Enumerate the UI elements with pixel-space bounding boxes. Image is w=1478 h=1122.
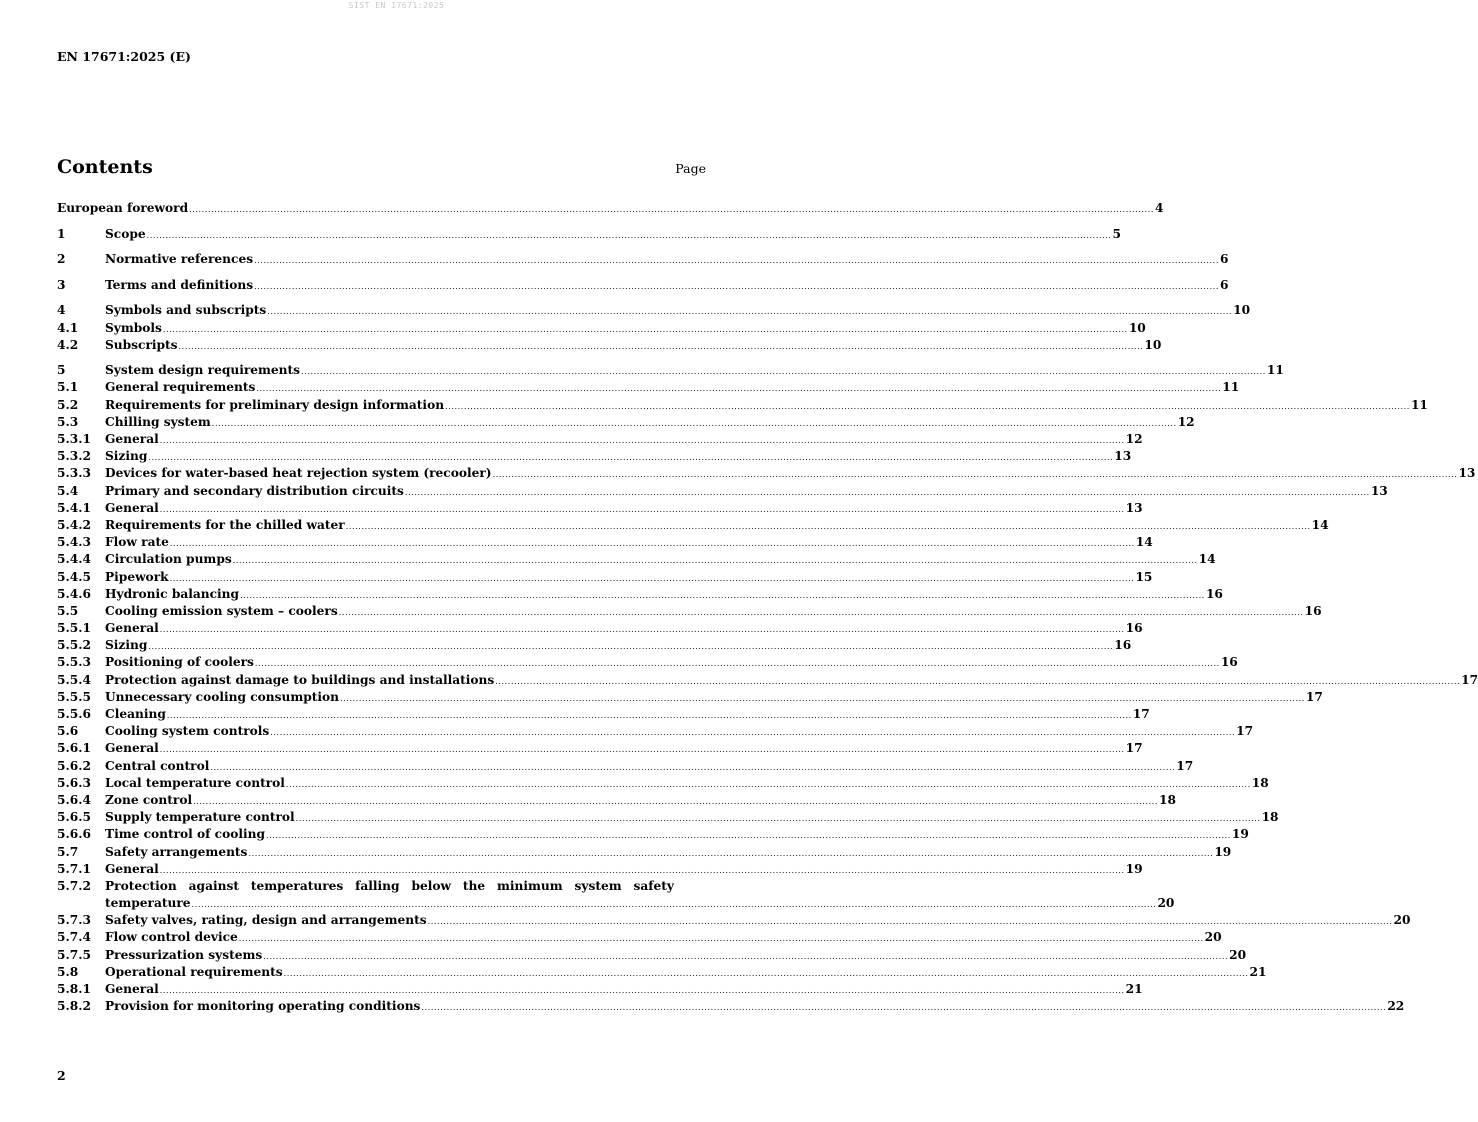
toc-entry-page: 13: [1458, 466, 1476, 481]
dot-leader: ...................................................................................................................................................................................................................................................................................................................: [254, 256, 1219, 266]
toc-entry-page: 18: [1251, 775, 1269, 790]
toc-entry[interactable]: [57, 362, 1284, 379]
toc-entry-number: 5.7: [57, 844, 79, 859]
dot-leader: ...................................................................................................................................................................................................................................................................................................................: [169, 539, 1135, 549]
toc-entry[interactable]: [57, 226, 1122, 243]
toc-entry[interactable]: [57, 483, 1388, 500]
toc-entry-number: 5.3.3: [57, 466, 91, 481]
toc-entry-line: [105, 912, 1411, 930]
toc-entry-line: [105, 723, 1254, 741]
toc-entry-number: 5.7.4: [57, 930, 91, 945]
dot-leader: ...................................................................................................................................................................................................................................................................................................................: [256, 384, 1222, 394]
toc-entry-number: 5.5.6: [57, 707, 91, 722]
dot-leader: ...................................................................................................................................................................................................................................................................................................................: [283, 968, 1249, 978]
toc-entry-line: [105, 844, 1232, 862]
toc-entry-page: 10: [1233, 303, 1251, 318]
toc-entry-title: Scope: [105, 226, 146, 241]
toc-entry[interactable]: [57, 551, 1216, 568]
toc-entry-number: 5: [57, 363, 66, 378]
dot-leader: ...................................................................................................................................................................................................................................................................................................................: [338, 607, 1304, 617]
toc-entry-number: 5.4.6: [57, 586, 91, 601]
toc-entry-line: [105, 878, 1175, 912]
dot-leader: ...................................................................................................................................................................................................................................................................................................................: [266, 831, 1231, 841]
toc-entry-title: Zone control: [105, 792, 193, 807]
dot-leader: ...................................................................................................................................................................................................................................................................................................................: [162, 324, 1128, 334]
dot-leader: ...................................................................................................................................................................................................................................................................................................................: [345, 521, 1311, 531]
toc-entry-line: [105, 706, 1150, 724]
toc-entry-line: [105, 809, 1279, 827]
toc-entry-line: [105, 500, 1143, 518]
toc-entry-title: Cleaning: [105, 707, 166, 722]
dot-leader: ...................................................................................................................................................................................................................................................................................................................: [421, 1003, 1387, 1013]
toc-entry-page: 4: [1154, 201, 1164, 215]
toc-entry[interactable]: [57, 302, 1251, 319]
toc-entry-page: 21: [1249, 964, 1267, 979]
toc-entry-title: Requirements for the chilled water: [105, 517, 345, 532]
toc-entry-title: Protection against damage to buildings and installations: [105, 672, 495, 687]
toc-entry-number: 5.5.3: [57, 655, 91, 670]
toc-entry[interactable]: [57, 431, 1143, 448]
toc-entry-number: 5.7.3: [57, 913, 91, 928]
toc-entry-title: Circulation pumps: [105, 552, 232, 567]
toc-entry-line: [105, 302, 1251, 320]
dot-leader: ...................................................................................................................................................................................................................................................................................................................: [267, 307, 1233, 317]
toc-entry-title: Pipework: [105, 569, 169, 584]
toc-entry[interactable]: [57, 758, 1194, 775]
toc-entry-title: Time control of cooling: [105, 827, 265, 842]
toc-entry-title: Operational requirements: [105, 964, 283, 979]
toc-entry[interactable]: [57, 448, 1132, 465]
toc-entry-page: 16: [1304, 603, 1322, 618]
toc-entry-number: 2: [57, 252, 66, 267]
toc-entry-page: 22: [1387, 999, 1405, 1014]
toc-entry-number: 5.5.4: [57, 672, 91, 687]
toc-entry-page: 14: [1135, 535, 1153, 550]
toc-entry[interactable]: [57, 792, 1176, 809]
toc-entry-number: 4: [57, 303, 66, 318]
toc-entry-page: 16: [1114, 638, 1132, 653]
contents-heading-row: [57, 156, 706, 178]
toc-entry-title: Protection against temperatures falling below the minimum system safety: [105, 878, 674, 893]
toc-entry-title: Symbols: [105, 320, 162, 335]
toc-entry[interactable]: [57, 706, 1150, 723]
toc-entry-title: Provision for monitoring operating conditions: [105, 999, 421, 1014]
toc-entry-number: 5.5.1: [57, 621, 91, 636]
toc-entry-page: 5: [1112, 226, 1122, 241]
toc-entry[interactable]: [57, 337, 1162, 354]
dot-leader: ...................................................................................................................................................................................................................................................................................................................: [159, 625, 1125, 635]
toc-entry-page: 10: [1144, 337, 1162, 352]
toc-entry-number: 5.8: [57, 964, 79, 979]
toc-entry-title: System design requirements: [105, 363, 301, 378]
toc-entry-title: General requirements: [105, 380, 256, 395]
toc-entry-line: [105, 414, 1195, 432]
toc-entry-line: [105, 320, 1146, 338]
toc-entry-line: [105, 483, 1388, 501]
toc-entry-line: [105, 929, 1222, 947]
toc-entry[interactable]: [57, 947, 1247, 964]
toc-entry-title: Primary and secondary distribution circuits: [105, 483, 404, 498]
toc-entry-number: 5.6.2: [57, 758, 91, 773]
toc-entry-title: Flow control device: [105, 930, 238, 945]
toc-entry-title: Supply temperature control: [105, 810, 295, 825]
toc-entry-line: [105, 551, 1216, 569]
toc-entry-line: [105, 337, 1162, 355]
dot-leader: ...................................................................................................................................................................................................................................................................................................................: [148, 453, 1114, 463]
toc-entry[interactable]: [57, 379, 1240, 396]
toc-entry-line: [105, 775, 1269, 793]
toc-entry-page: 12: [1177, 414, 1195, 429]
dot-leader: ...................................................................................................................................................................................................................................................................................................................: [159, 986, 1125, 996]
toc-entry-number: 5.2: [57, 397, 79, 412]
dot-leader: ...................................................................................................................................................................................................................................................................................................................: [159, 865, 1125, 875]
toc-entry-line: [105, 226, 1122, 244]
toc-entry-line: [105, 379, 1240, 397]
dot-leader: ...................................................................................................................................................................................................................................................................................................................: [427, 917, 1393, 927]
toc-entry[interactable]: [57, 998, 1405, 1015]
table-of-contents: [57, 200, 1478, 1015]
dot-leader: ...................................................................................................................................................................................................................................................................................................................: [178, 341, 1144, 351]
toc-entry[interactable]: [57, 637, 1132, 654]
toc-entry-title: Terms and definitions: [105, 277, 254, 292]
toc-entry-title: Sizing: [105, 638, 148, 653]
toc-entry-number: 5.6.4: [57, 792, 91, 807]
toc-entry-title: Sizing: [105, 449, 148, 464]
toc-entry-line: [105, 947, 1247, 965]
dot-leader: ...................................................................................................................................................................................................................................................................................................................: [445, 401, 1410, 411]
dot-leader: ...................................................................................................................................................................................................................................................................................................................: [340, 693, 1305, 703]
toc-entry-line: [105, 981, 1143, 999]
toc-entry-line: [105, 251, 1229, 269]
toc-entry-page: 21: [1125, 982, 1143, 997]
toc-entry[interactable]: [57, 689, 1323, 706]
toc-entry-title: Local temperature control: [105, 775, 285, 790]
toc-entry-line: [105, 603, 1322, 621]
toc-entry-page: 19: [1125, 861, 1143, 876]
toc-entry[interactable]: [57, 200, 1164, 217]
toc-entry-line: [105, 397, 1428, 415]
toc-entry-number: 5.5.5: [57, 689, 91, 704]
toc-entry-number: 5.5: [57, 603, 79, 618]
toc-entry[interactable]: [57, 740, 1143, 757]
toc-entry-line: [105, 672, 1478, 690]
toc-entry-page: 6: [1220, 277, 1229, 292]
page-column-label: Page: [675, 161, 706, 176]
dot-leader: ...................................................................................................................................................................................................................................................................................................................: [295, 814, 1261, 824]
dot-leader: ...................................................................................................................................................................................................................................................................................................................: [238, 934, 1204, 944]
toc-entry-page: 20: [1157, 896, 1175, 911]
toc-entry[interactable]: [57, 603, 1322, 620]
dot-leader: ...................................................................................................................................................................................................................................................................................................................: [263, 951, 1229, 961]
toc-entry[interactable]: [57, 654, 1238, 671]
toc-entry-line: [105, 964, 1267, 982]
toc-entry[interactable]: [57, 569, 1153, 586]
dot-leader: ...................................................................................................................................................................................................................................................................................................................: [159, 745, 1125, 755]
toc-entry-number: 3: [57, 277, 66, 292]
toc-entry-title: Safety valves, rating, design and arrangements: [105, 913, 427, 928]
toc-entry-number: 4.1: [57, 320, 79, 335]
toc-entry-line: [105, 465, 1476, 483]
toc-entry[interactable]: [57, 414, 1195, 431]
contents-title: Contents: [57, 156, 153, 178]
toc-entry-title: European foreword: [57, 201, 189, 215]
toc-entry-number: 5.8.1: [57, 982, 91, 997]
toc-entry-title: Chilling system: [105, 414, 211, 429]
toc-entry[interactable]: [57, 500, 1143, 517]
toc-entry-page: 20: [1204, 930, 1222, 945]
watermark: SIST EN 17671:2025: [348, 1, 445, 10]
toc-entry-number: 5.4.5: [57, 569, 91, 584]
toc-entry-page: 20: [1393, 913, 1411, 928]
toc-entry-title-continued: temperature: [105, 896, 191, 911]
toc-entry[interactable]: [57, 844, 1232, 861]
toc-entry-page: 17: [1305, 689, 1323, 704]
toc-entry-page: 14: [1198, 552, 1216, 567]
toc-entry-page: 16: [1205, 586, 1223, 601]
dot-leader: ...................................................................................................................................................................................................................................................................................................................: [148, 642, 1114, 652]
toc-entry[interactable]: [57, 929, 1222, 946]
toc-entry-page: 6: [1219, 252, 1229, 267]
dot-leader: ...................................................................................................................................................................................................................................................................................................................: [191, 900, 1157, 910]
toc-entry-page: 12: [1125, 432, 1143, 447]
toc-entry-page: 10: [1128, 320, 1146, 335]
toc-entry-page: 16: [1220, 655, 1238, 670]
toc-entry-title: Symbols and subscripts: [105, 303, 267, 318]
toc-entry-number: 5.3.1: [57, 432, 91, 447]
toc-entry-title: Central control: [105, 758, 210, 773]
toc-entry[interactable]: [57, 534, 1153, 551]
toc-entry-page: 11: [1266, 363, 1284, 378]
dot-leader: ...................................................................................................................................................................................................................................................................................................................: [254, 659, 1220, 669]
toc-entry-number: 5.7.1: [57, 861, 91, 876]
dot-leader: ...................................................................................................................................................................................................................................................................................................................: [193, 796, 1158, 806]
dot-leader: ...................................................................................................................................................................................................................................................................................................................: [248, 848, 1214, 858]
toc-entry[interactable]: [57, 826, 1249, 843]
toc-entry[interactable]: [57, 723, 1254, 740]
dot-leader: ...................................................................................................................................................................................................................................................................................................................: [240, 590, 1205, 600]
dot-leader: ...................................................................................................................................................................................................................................................................................................................: [159, 504, 1125, 514]
toc-entry-title: Cooling system controls: [105, 724, 270, 739]
toc-entry-page: 18: [1159, 792, 1176, 807]
dot-leader: ...................................................................................................................................................................................................................................................................................................................: [270, 728, 1236, 738]
toc-entry-continuation: [105, 895, 1175, 912]
dot-leader: ...................................................................................................................................................................................................................................................................................................................: [159, 436, 1125, 446]
toc-entry-page: 19: [1231, 827, 1249, 842]
toc-entry-number: 5.3.2: [57, 449, 91, 464]
toc-entry-page: 17: [1461, 672, 1478, 687]
toc-entry-line: [105, 689, 1323, 707]
toc-entry-number: 5.6.6: [57, 827, 91, 842]
toc-entry-title: Positioning of coolers: [105, 655, 254, 670]
dot-leader: ...................................................................................................................................................................................................................................................................................................................: [285, 779, 1251, 789]
toc-entry-page: 17: [1236, 724, 1254, 739]
dot-leader: ...................................................................................................................................................................................................................................................................................................................: [404, 487, 1370, 497]
toc-entry-page: 15: [1135, 569, 1153, 584]
toc-entry-title: General: [105, 741, 159, 756]
toc-entry-number: 5.4.4: [57, 552, 91, 567]
toc-entry-title: Hydronic balancing: [105, 586, 240, 601]
toc-entry-number: 5.6: [57, 724, 79, 739]
toc-entry[interactable]: [57, 672, 1478, 689]
toc-entry-page: 11: [1410, 397, 1428, 412]
toc-entry[interactable]: [57, 775, 1269, 792]
toc-entry-title: Devices for water-based heat rejection system (recooler): [105, 466, 492, 481]
toc-entry-line: [105, 637, 1132, 655]
toc-entry-number: 5.8.2: [57, 999, 91, 1014]
toc-entry-number: 5.6.3: [57, 775, 91, 790]
toc-entry-line: [105, 740, 1143, 758]
toc-entry-line: [105, 569, 1153, 587]
toc-entry-title: General: [105, 982, 159, 997]
toc-entry-line: [105, 534, 1153, 552]
page-number: 2: [57, 1068, 66, 1083]
toc-entry-title: General: [105, 861, 159, 876]
toc-entry-title: General: [105, 500, 159, 515]
toc-entry-number: 5.4.1: [57, 500, 91, 515]
toc-entry[interactable]: [57, 878, 1175, 912]
toc-entry-page: 17: [1125, 741, 1143, 756]
dot-leader: ...................................................................................................................................................................................................................................................................................................................: [232, 556, 1198, 566]
toc-entry-title: Normative references: [105, 252, 254, 267]
toc-entry-line: [105, 517, 1329, 535]
toc-entry-page: 13: [1114, 449, 1132, 464]
toc-entry-page: 11: [1222, 380, 1240, 395]
toc-entry[interactable]: [57, 912, 1411, 929]
toc-entry[interactable]: [57, 277, 1229, 294]
toc-entry-number: 5.4: [57, 483, 79, 498]
dot-leader: ...................................................................................................................................................................................................................................................................................................................: [211, 418, 1177, 428]
toc-entry-number: 5.7.2: [57, 878, 91, 893]
toc-entry-title: Pressurization systems: [105, 947, 263, 962]
toc-entry[interactable]: [57, 320, 1146, 337]
toc-entry-line: [57, 200, 1164, 218]
document-id-header: EN 17671:2025 (E): [57, 49, 191, 64]
toc-entry-title: Requirements for preliminary design information: [105, 397, 445, 412]
toc-entry-line: [105, 362, 1284, 380]
toc-entry[interactable]: [57, 465, 1476, 482]
toc-entry-page: 19: [1214, 844, 1232, 859]
toc-entry-line: [105, 277, 1229, 295]
dot-leader: ...................................................................................................................................................................................................................................................................................................................: [254, 281, 1219, 291]
toc-entry-title: General: [105, 621, 159, 636]
dot-leader: ...................................................................................................................................................................................................................................................................................................................: [210, 762, 1176, 772]
toc-entry-line: [105, 620, 1143, 638]
toc-entry-page: 18: [1261, 810, 1279, 825]
toc-entry-title: Unnecessary cooling consumption: [105, 689, 340, 704]
toc-entry-line: [105, 861, 1143, 879]
toc-entry-number: 5.4.2: [57, 517, 91, 532]
toc-entry-line: [105, 654, 1238, 672]
toc-entry-line: [105, 792, 1176, 810]
toc-entry-number: 5.7.5: [57, 947, 91, 962]
toc-entry-number: 5.4.3: [57, 535, 91, 550]
toc-entry[interactable]: [57, 861, 1143, 878]
toc-entry[interactable]: [57, 517, 1329, 534]
toc-entry[interactable]: [57, 397, 1428, 414]
toc-entry-title: Safety arrangements: [105, 844, 248, 859]
toc-entry-page: 14: [1311, 517, 1329, 532]
toc-entry-number: 1: [57, 226, 66, 241]
dot-leader: ...................................................................................................................................................................................................................................................................................................................: [189, 205, 1154, 214]
toc-entry-line: [105, 758, 1194, 776]
dot-leader: ...................................................................................................................................................................................................................................................................................................................: [146, 230, 1112, 240]
toc-entry-number: 5.5.2: [57, 638, 91, 653]
dot-leader: ...................................................................................................................................................................................................................................................................................................................: [492, 470, 1458, 480]
toc-entry-number: 5.1: [57, 380, 79, 395]
toc-entry-line: [105, 448, 1132, 466]
toc-entry-page: 20: [1229, 947, 1247, 962]
dot-leader: ...................................................................................................................................................................................................................................................................................................................: [495, 676, 1461, 686]
toc-entry-page: 13: [1370, 483, 1388, 498]
toc-entry-line: [105, 586, 1223, 604]
dot-leader: ...................................................................................................................................................................................................................................................................................................................: [169, 573, 1135, 583]
toc-entry-line: [105, 826, 1249, 844]
dot-leader: ...................................................................................................................................................................................................................................................................................................................: [166, 711, 1132, 721]
toc-entry-number: 5.3: [57, 414, 79, 429]
toc-entry-line: [105, 431, 1143, 449]
toc-entry-page: 17: [1176, 758, 1194, 773]
toc-entry[interactable]: [57, 620, 1143, 637]
toc-entry[interactable]: [57, 981, 1143, 998]
toc-entry-title: Subscripts: [105, 337, 178, 352]
toc-entry-page: 13: [1125, 500, 1143, 515]
toc-entry[interactable]: [57, 586, 1223, 603]
toc-entry[interactable]: [57, 964, 1267, 981]
toc-entry-title: General: [105, 432, 159, 447]
toc-entry-title: Cooling emission system – coolers: [105, 603, 338, 618]
toc-entry[interactable]: [57, 809, 1279, 826]
toc-entry[interactable]: [57, 251, 1229, 268]
dot-leader: ...................................................................................................................................................................................................................................................................................................................: [301, 367, 1266, 377]
toc-entry-number: 4.2: [57, 337, 79, 352]
toc-entry-title: Flow rate: [105, 535, 169, 550]
toc-entry-number: 5.6.1: [57, 741, 91, 756]
toc-entry-page: 16: [1125, 621, 1143, 636]
toc-entry-line: [105, 998, 1405, 1016]
toc-entry-page: 17: [1132, 707, 1150, 722]
toc-entry-number: 5.6.5: [57, 810, 91, 825]
